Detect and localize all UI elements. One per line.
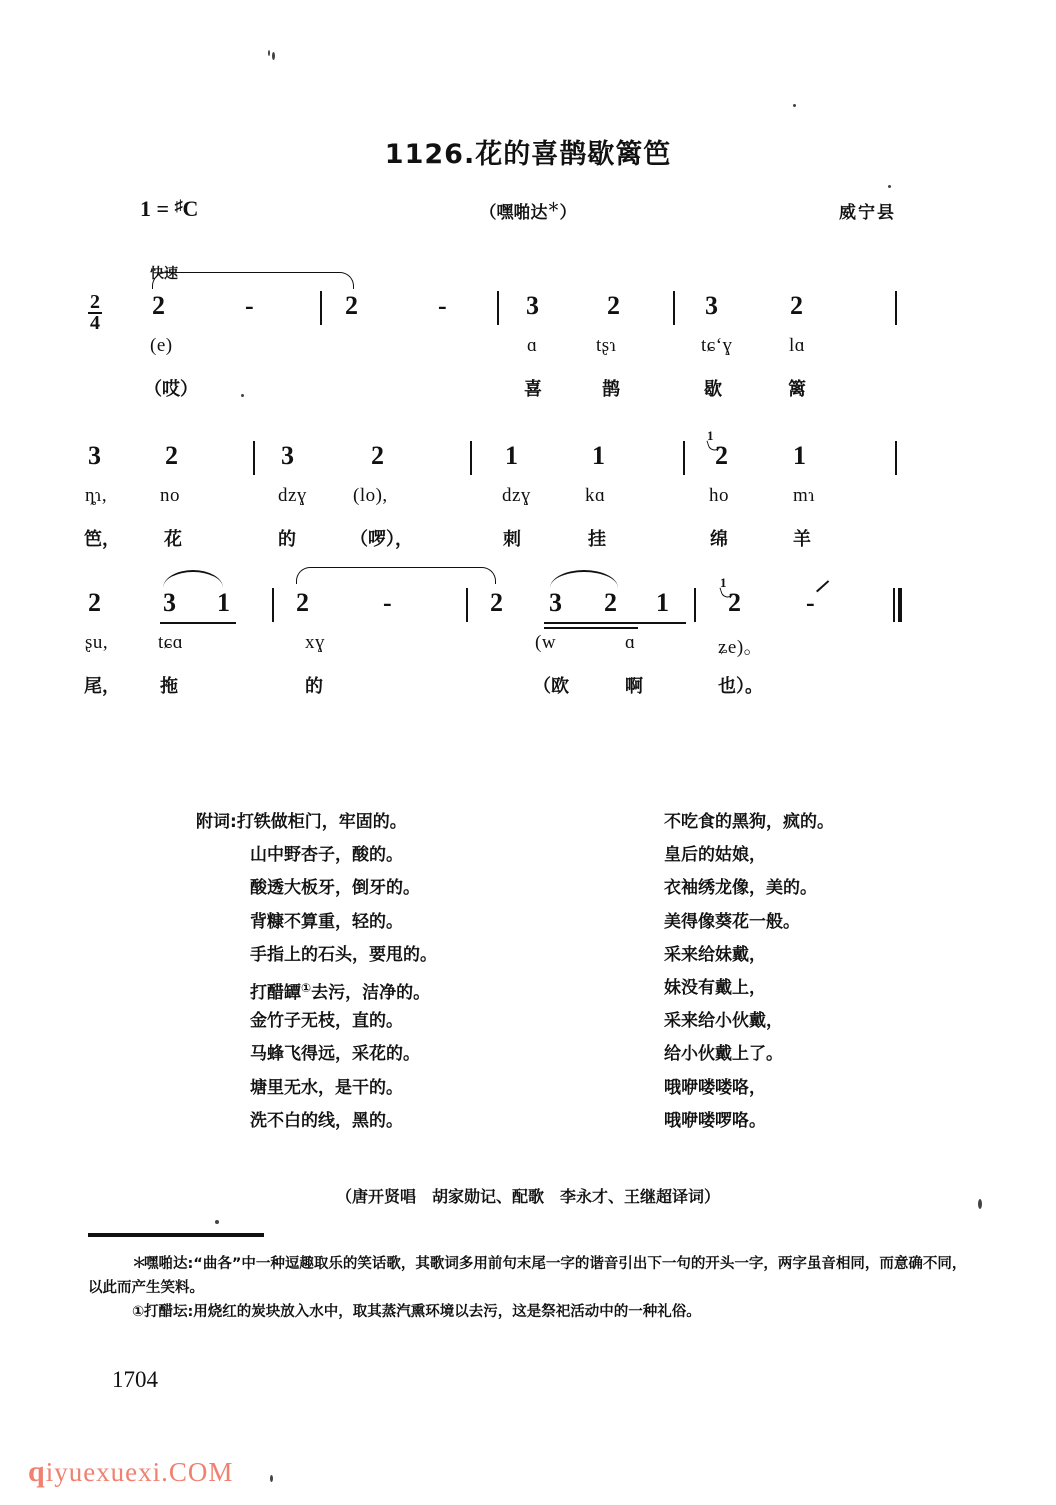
appendix-line-rest: 去污，洁净的。 xyxy=(311,982,431,1003)
lyric-han: 的 xyxy=(278,529,296,550)
portamento-icon xyxy=(816,580,836,600)
lyric-ipa: (w xyxy=(535,632,557,653)
scan-speck xyxy=(268,50,270,56)
appendix-line: 采来给小伙戴， xyxy=(664,1011,783,1032)
grace-note: 1 xyxy=(720,575,727,590)
note: 2 xyxy=(490,588,503,617)
barline xyxy=(683,441,685,475)
lyric-han: 鹊 xyxy=(602,379,620,400)
key-signature-prefix: 1 = xyxy=(140,196,175,221)
appendix-line: 手指上的石头，要甩的。 xyxy=(250,944,437,965)
watermark-rest: iyuexuexi.COM xyxy=(45,1457,234,1487)
note: 2 xyxy=(715,441,728,470)
note: 2 xyxy=(604,588,617,617)
page-title: 1126.花的喜鹊歇篱笆 xyxy=(384,139,672,170)
note: 3 xyxy=(549,588,562,617)
note-extender: - xyxy=(383,588,392,617)
lyric-ipa: tɕ‘ɣ xyxy=(701,335,733,356)
grace-note: 1 xyxy=(707,428,714,443)
lyric-han: 篱 xyxy=(788,379,806,400)
scan-speck xyxy=(270,1475,273,1482)
time-signature xyxy=(88,293,102,333)
footnote-text: 打醋坛:用烧红的炭块放入水中，取其蒸汽熏环境以去污，这是祭祀活动中的一种礼俗。 xyxy=(144,1304,701,1320)
note: 2 xyxy=(728,588,741,617)
lyric-ipa: mɿ xyxy=(793,485,816,506)
beam-line-secondary xyxy=(544,627,638,629)
lyric-han: 拖 xyxy=(160,676,178,697)
subtitle-row xyxy=(0,196,1056,226)
key-signature-note: C xyxy=(182,196,199,221)
lyric-han: 的 xyxy=(305,676,323,697)
final-barline xyxy=(893,588,905,622)
note: 3 xyxy=(163,588,176,617)
lyric-ipa: (lo), xyxy=(353,485,388,506)
appendix-line xyxy=(196,972,596,1005)
note-extender: - xyxy=(806,588,815,617)
note: 2 xyxy=(152,291,165,320)
lyric-ipa: (e) xyxy=(150,335,173,356)
lyric-han: 挂 xyxy=(588,529,606,550)
note: 2 xyxy=(296,588,309,617)
barline xyxy=(253,441,255,475)
lyric-han: 尾， xyxy=(84,676,120,697)
appendix-line: 金竹子无枝，直的。 xyxy=(250,1011,403,1032)
note: 2 xyxy=(165,441,178,470)
scan-speck xyxy=(215,1220,219,1224)
tie-mark xyxy=(296,567,496,584)
slur-mark xyxy=(163,570,223,588)
appendix-line: 马蜂飞得远，采花的。 xyxy=(250,1044,420,1065)
lyric-ipa: dzɣ xyxy=(502,485,531,506)
lyric-ipa: ɑ xyxy=(625,632,636,653)
note: 2 xyxy=(88,588,101,617)
barline xyxy=(272,588,274,622)
lyric-han: 歇 xyxy=(704,379,722,400)
barline xyxy=(673,291,675,325)
note: 3 xyxy=(526,291,539,320)
footnote-separator xyxy=(88,1233,264,1237)
lyric-ipa: lɑ xyxy=(789,335,806,356)
note: 1 xyxy=(656,588,669,617)
appendix-line: 不吃食的黑狗，疯的。 xyxy=(664,812,834,832)
appendix-line-text: 打醋罈 xyxy=(250,982,301,1003)
barline xyxy=(694,588,696,622)
lyric-ipa: ʂu, xyxy=(85,632,109,653)
lyric-han: 笆， xyxy=(84,529,120,550)
tie-mark xyxy=(152,272,354,289)
note: 1 xyxy=(793,441,806,470)
lyric-ipa: ʑe)。 xyxy=(718,637,764,658)
scan-speck xyxy=(272,52,275,60)
beam-line xyxy=(544,622,686,624)
note: 2 xyxy=(790,291,803,320)
lyric-han: 啊 xyxy=(625,676,643,697)
watermark-lead: q xyxy=(28,1455,46,1488)
beam-line xyxy=(160,622,236,624)
scan-speck xyxy=(793,104,796,107)
region-label: 威宁县 xyxy=(839,203,896,223)
barline xyxy=(466,588,468,622)
note-extender: - xyxy=(245,291,254,320)
lyric-han: 也）。 xyxy=(718,676,763,697)
note: 1 xyxy=(505,441,518,470)
time-signature-denominator: 4 xyxy=(90,312,100,334)
genre-close: ） xyxy=(559,203,577,223)
appendix-line: 采来给妹戴， xyxy=(664,944,766,965)
lyric-han: （哎） xyxy=(144,379,198,400)
lyric-han: 刺 xyxy=(503,529,521,550)
footnote-list xyxy=(88,1252,976,1324)
footnote-marker: ① xyxy=(132,1304,145,1320)
appendix-line: 妹没有戴上， xyxy=(664,977,766,998)
lyric-ipa: no xyxy=(160,485,180,506)
slur-mark xyxy=(550,570,618,588)
lyric-han: 喜 xyxy=(524,379,542,400)
note: 3 xyxy=(88,441,101,470)
lyric-han: 羊 xyxy=(793,529,811,550)
note: 3 xyxy=(705,291,718,320)
lyric-han: （欧 xyxy=(533,676,569,697)
appendix-line: 皇后的姑娘， xyxy=(664,845,766,866)
barline xyxy=(320,291,322,325)
time-signature-numerator: 2 xyxy=(90,291,100,313)
footnote-text: 嘿啪达:“曲各”中一种逗趣取乐的笑话歌，其歌词多用前句末尾一字的谐音引出下一句的开头一字，两字虽音相同，而意确不同，以此而产生笑料。 xyxy=(88,1256,967,1296)
barline xyxy=(470,441,472,475)
note: 1 xyxy=(217,588,230,617)
genre-label xyxy=(0,198,1056,223)
appendix-line-text: 打铁做柜门，牢固的。 xyxy=(236,812,407,832)
note-extender: - xyxy=(438,291,447,320)
appendix-column-right xyxy=(664,806,1004,1138)
lyric-han: （啰）， xyxy=(350,529,413,550)
lyric-ipa: ho xyxy=(709,485,729,506)
barline xyxy=(895,441,897,475)
appendix-line: 衣袖绣龙像，美的。 xyxy=(664,878,817,899)
scan-speck xyxy=(241,394,244,397)
appendix-line: 塘里无水，是干的。 xyxy=(250,1077,403,1098)
appendix-line: 美得像葵花一般。 xyxy=(664,911,800,932)
appendix-line: 酸透大板牙，倒牙的。 xyxy=(250,878,420,899)
appendix-line: 山中野杏子，酸的。 xyxy=(250,845,403,866)
page-number: 1704 xyxy=(112,1367,158,1392)
lyric-han: 绵 xyxy=(710,529,728,550)
scan-speck xyxy=(978,1199,982,1209)
note: 3 xyxy=(281,441,294,470)
barline xyxy=(497,291,499,325)
footnote-ref-icon: ① xyxy=(301,980,312,995)
lyric-han: 花 xyxy=(164,529,182,550)
scan-speck xyxy=(888,185,891,188)
lyric-ipa: dzɣ xyxy=(278,485,307,506)
credit-line: （唐开贤唱 胡家勋记、配歌 李永才、王继超译词） xyxy=(335,1187,720,1206)
appendix-column-left xyxy=(196,806,596,1138)
genre-text: （嘿啪达 xyxy=(479,203,548,223)
note: 2 xyxy=(345,291,358,320)
tempo-marking: 快速 xyxy=(150,266,178,282)
appendix-line: 洗不白的线，黑的。 xyxy=(250,1110,403,1131)
sharp-icon: ♯ xyxy=(174,198,183,215)
site-watermark xyxy=(28,1455,233,1489)
appendix-line: 哦咿喽喽咯， xyxy=(664,1077,766,1098)
footnote-item xyxy=(88,1252,976,1300)
footnote-item xyxy=(88,1300,976,1324)
note: 1 xyxy=(592,441,605,470)
appendix-line: 背糠不算重，轻的。 xyxy=(250,911,403,932)
lyric-ipa: tɕɑ xyxy=(158,632,184,653)
asterisk-icon: ＊ xyxy=(547,200,560,214)
appendix-line: 哦咿喽啰咯。 xyxy=(664,1110,766,1131)
note: 2 xyxy=(607,291,620,320)
appendix-label: 附词: xyxy=(196,812,237,832)
lyric-ipa: tʂɿ xyxy=(596,335,617,356)
footnote-marker: ＊ xyxy=(132,1256,147,1272)
appendix-line: 给小伙戴上了。 xyxy=(664,1044,783,1065)
lyric-ipa: kɑ xyxy=(585,485,606,506)
lyric-ipa: xɣ xyxy=(305,632,325,653)
barline xyxy=(895,291,897,325)
final-barline-thick xyxy=(898,588,902,622)
appendix-line xyxy=(196,806,596,839)
lyric-ipa: ɑ xyxy=(527,335,538,356)
note: 2 xyxy=(371,441,384,470)
final-barline-thin xyxy=(893,588,895,622)
lyric-ipa: ȵɿ, xyxy=(85,485,108,506)
